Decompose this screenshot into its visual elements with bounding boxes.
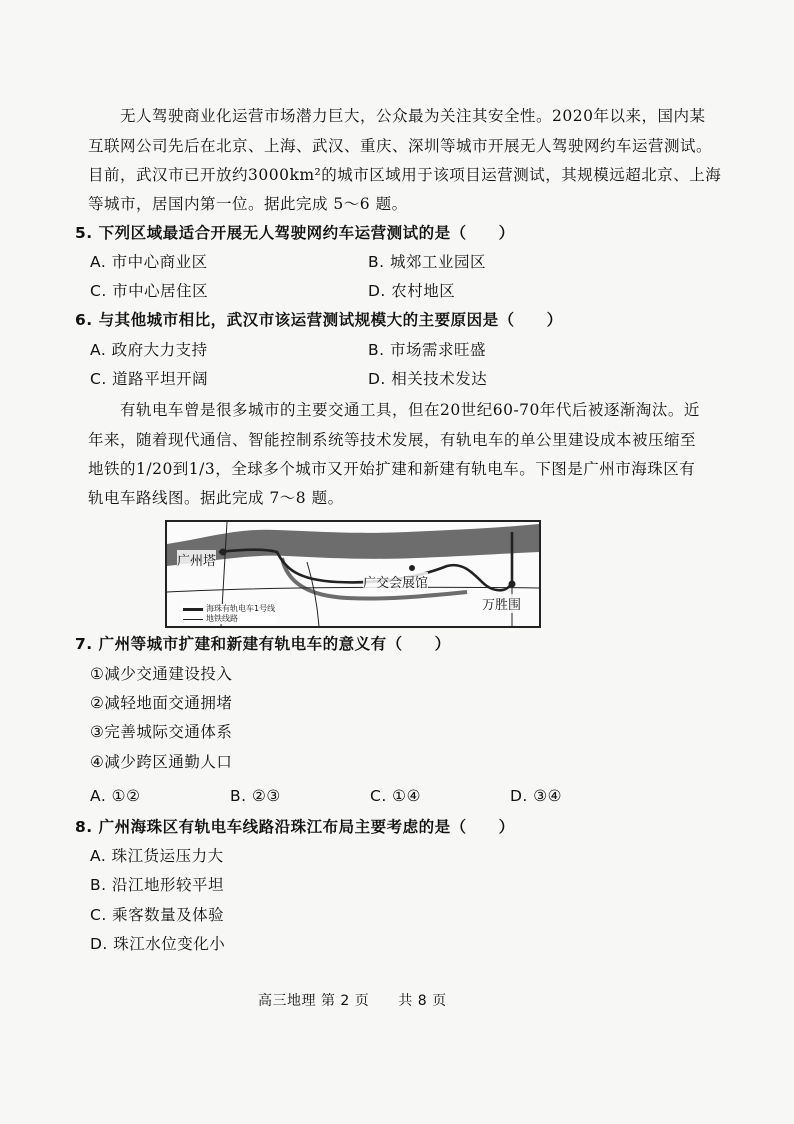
question-6-stem: 6. 与其他城市相比，武汉市该运营测试规模大的主要原因是（ ） — [75, 311, 563, 329]
question-5-option-c[interactable]: C. 市中心居住区 — [90, 282, 209, 300]
question-8-option-c[interactable]: C. 乘客数量及体验 — [90, 906, 225, 924]
passage2-line-1: 有轨电车曾是很多城市的主要交通工具，但在20世纪60-70年代后被逐渐淘汰。近 — [120, 401, 700, 419]
tram-route-map — [165, 520, 541, 628]
question-7-stem: 7. 广州等城市扩建和新建有轨电车的意义有（ ） — [75, 635, 451, 653]
question-7-option-b[interactable]: B. ②③ — [230, 787, 281, 805]
question-5-option-a[interactable]: A. 市中心商业区 — [90, 253, 208, 271]
station-tower — [220, 549, 227, 556]
question-6-option-b[interactable]: B. 市场需求旺盛 — [368, 341, 486, 359]
passage1-line-4: 等城市，居国内第一位。据此完成 5～6 题。 — [88, 195, 408, 213]
station-wanshengwei — [509, 581, 516, 588]
question-5-option-b[interactable]: B. 城郊工业园区 — [368, 253, 486, 271]
legend-row-tram — [183, 604, 275, 614]
legend-label-metro: 地铁线路 — [206, 614, 238, 623]
question-7-option-d[interactable]: D. ③④ — [510, 787, 563, 805]
map-label-expo: 广交会展馆 — [363, 572, 428, 591]
question-6-option-c[interactable]: C. 道路平坦开阔 — [90, 370, 209, 388]
station-expo — [409, 565, 415, 571]
legend-swatch-tram — [183, 608, 203, 611]
passage1-line-3: 目前，武汉市已开放约3000km²的城市区域用于该项目运营测试，其规模远超北京、上海 — [88, 166, 722, 184]
legend-label-tram: 海珠有轨电车1号线 — [206, 604, 276, 613]
passage1-line-2: 互联网公司先后在北京、上海、武汉、重庆、深圳等城市开展无人驾驶网约车运营测试。 — [88, 137, 713, 155]
question-7-item-1: ①减少交通建设投入 — [90, 665, 233, 683]
question-7-option-a[interactable]: A. ①② — [90, 787, 141, 805]
passage2-line-2: 年来，随着现代通信、智能控制系统等技术发展，有轨电车的单公里建设成本被压缩至 — [88, 431, 697, 449]
question-7-item-2: ②减轻地面交通拥堵 — [90, 694, 233, 712]
question-8-option-b[interactable]: B. 沿江地形较平坦 — [90, 876, 224, 894]
passage1-line-1: 无人驾驶商业化运营市场潜力巨大，公众最为关注其安全性。2020年以来，国内某 — [120, 107, 706, 125]
map-label-tower: 广州塔 — [177, 550, 216, 569]
question-8-option-a[interactable]: A. 珠江货运压力大 — [90, 847, 224, 865]
passage2-line-4: 轨电车路线图。据此完成 7～8 题。 — [88, 489, 344, 507]
map-legend — [181, 604, 277, 624]
map-label-wanshengwei: 万胜围 — [482, 594, 521, 613]
question-5-stem: 5. 下列区域最适合开展无人驾驶网约车运营测试的是（ ） — [75, 224, 515, 242]
question-6-option-d[interactable]: D. 相关技术发达 — [368, 370, 488, 388]
legend-row-metro — [183, 614, 275, 624]
passage2-line-3: 地铁的1/20到1/3，全球多个城市又开始扩建和新建有轨电车。下图是广州市海珠区有 — [88, 460, 696, 478]
question-7-item-3: ③完善城际交通体系 — [90, 723, 233, 741]
page-footer: 高三地理 第 2 页 共 8 页 — [258, 993, 447, 1009]
question-7-item-4: ④减少跨区通勤人口 — [90, 753, 233, 771]
question-8-option-d[interactable]: D. 珠江水位变化小 — [90, 935, 226, 953]
pearl-river — [167, 524, 539, 566]
question-8-stem: 8. 广州海珠区有轨电车线路沿珠江布局主要考虑的是（ ） — [75, 818, 515, 836]
question-5-option-d[interactable]: D. 农村地区 — [368, 282, 456, 300]
question-7-option-c[interactable]: C. ①④ — [370, 787, 421, 805]
legend-swatch-metro — [183, 619, 203, 620]
question-6-option-a[interactable]: A. 政府大力支持 — [90, 341, 208, 359]
